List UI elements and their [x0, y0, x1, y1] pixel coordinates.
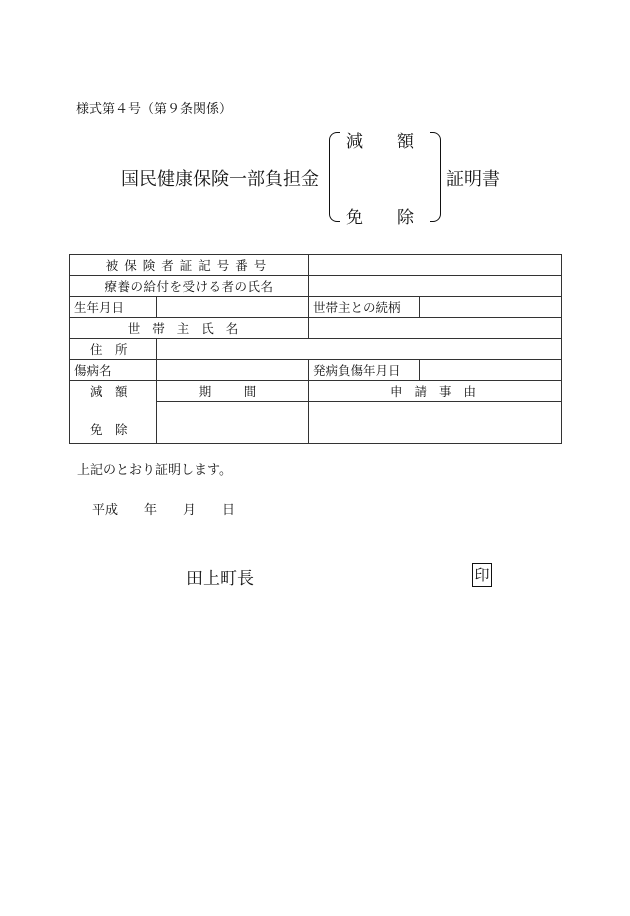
injury-label: 傷病名 — [70, 360, 157, 381]
insured-number-label: 被保険者証記号番号 — [70, 255, 309, 276]
period-field[interactable] — [157, 402, 309, 444]
onset-date-label: 発病負傷年月日 — [309, 360, 420, 381]
date-line: 平成 年 月 日 — [92, 503, 236, 518]
birthdate-field[interactable] — [157, 297, 309, 318]
relationship-field[interactable] — [420, 297, 562, 318]
form-number: 様式第４号（第９条関係） — [76, 102, 233, 117]
certificate-table — [69, 254, 562, 444]
document-title: 国民健康保険一部負担金 — [121, 169, 319, 190]
right-bracket — [430, 132, 441, 222]
certification-statement: 上記のとおり証明します。 — [77, 463, 232, 478]
signer-title: 田上町長 — [186, 569, 254, 589]
title-option-exemption: 免 除 — [346, 208, 414, 228]
injury-field[interactable] — [157, 360, 309, 381]
householder-label: 世帯主氏名 — [70, 318, 309, 339]
relationship-label: 世帯主との続柄 — [309, 297, 420, 318]
address-field[interactable] — [157, 339, 562, 360]
title-option-reduction: 減 額 — [346, 132, 414, 152]
reason-header: 申 請 事 由 — [309, 381, 562, 402]
onset-date-field[interactable] — [420, 360, 562, 381]
reason-field[interactable] — [309, 402, 562, 444]
left-bracket — [329, 132, 340, 222]
insured-number-field[interactable] — [309, 255, 562, 276]
address-label: 住 所 — [70, 339, 157, 360]
recipient-name-label: 療養の給付を受ける者の氏名 — [70, 276, 309, 297]
exemption-label: 免 除 — [90, 422, 128, 437]
householder-field[interactable] — [309, 318, 562, 339]
period-header: 期 間 — [157, 381, 309, 402]
reduction-exemption-label — [70, 381, 157, 444]
seal-box: 印 — [472, 563, 492, 587]
title-suffix: 証明書 — [446, 169, 500, 190]
birthdate-label: 生年月日 — [70, 297, 157, 318]
reduction-label: 減 額 — [90, 384, 128, 399]
recipient-name-field[interactable] — [309, 276, 562, 297]
